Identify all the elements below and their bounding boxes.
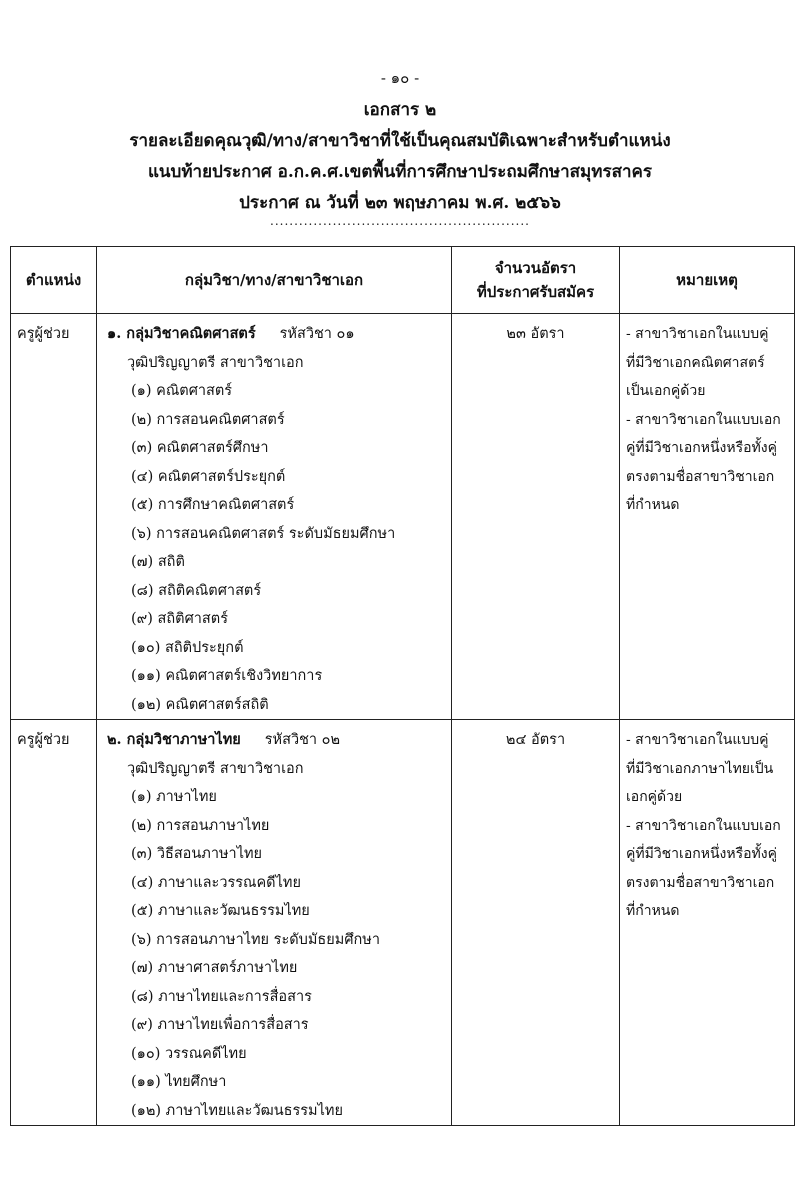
position-text: ครูผู้ช่วย xyxy=(17,732,70,748)
group-title: ๒. กลุ่มวิชาภาษาไทย xyxy=(107,731,241,748)
major-item: (๗) ภาษาศาสตร์ภาษาไทย xyxy=(131,960,298,976)
note-line: ตรงตามชื่อสาขาวิชาเอก xyxy=(626,874,775,891)
note-line: - สาขาวิชาเอกในแบบเอก xyxy=(626,817,781,834)
header-quota-line2: ที่ประกาศรับสมัคร xyxy=(476,283,595,301)
major-item: (๑๒) คณิตศาสตร์สถิติ xyxy=(131,696,269,713)
position-text: ครูผู้ช่วย xyxy=(17,326,70,342)
subject-code: รหัสวิชา ๐๒ xyxy=(264,732,341,748)
major-item: (๘) ภาษาไทยและการสื่อสาร xyxy=(131,988,312,1005)
group-title-line xyxy=(107,320,451,349)
cell-notes xyxy=(620,314,795,720)
quota-text: ๒๓ อัตรา xyxy=(506,326,565,342)
note-line: - สาขาวิชาเอกในแบบเอก xyxy=(626,411,781,428)
table-row xyxy=(11,720,795,1126)
separator-dots: ...................................................... xyxy=(270,214,530,228)
note-line: เอกคู่ด้วย xyxy=(626,789,683,805)
document-title: รายละเอียดคุณวุฒิ/ทาง/สาขาวิชาที่ใช้เป็นคุณสมบัติเฉพาะสำหรับตำแหน่ง xyxy=(129,131,671,151)
major-item: (๗) สถิติ xyxy=(131,554,185,570)
major-item: (๑) ภาษาไทย xyxy=(131,789,217,805)
major-item: (๒) การสอนคณิตศาสตร์ xyxy=(131,411,285,428)
header-position: ตำแหน่ง xyxy=(11,247,97,314)
cell-quota xyxy=(452,314,620,720)
major-item: (๓) วิธีสอนภาษาไทย xyxy=(131,846,263,862)
major-item: (๓) คณิตศาสตร์ศึกษา xyxy=(131,440,269,456)
major-item: (๖) การสอนภาษาไทย ระดับมัธยมศึกษา xyxy=(131,931,381,948)
cell-subject xyxy=(97,314,452,720)
header-subject: กลุ่มวิชา/ทาง/สาขาวิชาเอก xyxy=(97,247,452,314)
note-line: ที่กำหนด xyxy=(626,497,680,513)
document-subtitle: แนบท้ายประกาศ อ.ก.ค.ศ.เขตพื้นที่การศึกษาประถมศึกษาสมุทรสาคร xyxy=(147,162,653,182)
group-title-line xyxy=(107,726,451,755)
degree-line: วุฒิปริญญาตรี สาขาวิชาเอก xyxy=(127,760,304,777)
degree-line: วุฒิปริญญาตรี สาขาวิชาเอก xyxy=(127,354,304,371)
note-line: คู่ที่มีวิชาเอกหนึ่งหรือทั้งคู่ xyxy=(626,846,777,862)
major-item: (๑) คณิตศาสตร์ xyxy=(131,383,233,399)
announce-date: ประกาศ ณ วันที่ ๒๓ พฤษภาคม พ.ศ. ๒๕๖๖ xyxy=(239,193,561,213)
cell-notes xyxy=(620,720,795,1126)
major-item: (๑๒) ภาษาไทยและวัฒนธรรมไทย xyxy=(131,1102,343,1119)
major-item: (๘) สถิติคณิตศาสตร์ xyxy=(131,582,262,599)
page-number: - ๑๐ - xyxy=(380,69,420,87)
header-notes: หมายเหตุ xyxy=(620,247,795,314)
note-line: เป็นเอกคู่ด้วย xyxy=(626,383,706,399)
note-line: คู่ที่มีวิชาเอกหนึ่งหรือทั้งคู่ xyxy=(626,440,777,456)
note-line: - สาขาวิชาเอกในแบบคู่ xyxy=(626,732,769,748)
major-item: (๕) ภาษาและวัฒนธรรมไทย xyxy=(131,903,310,919)
major-item: (๔) ภาษาและวรรณคดีไทย xyxy=(131,874,301,891)
header-quota-line1: จำนวนอัตรา xyxy=(494,259,577,277)
major-item: (๕) การศึกษาคณิตศาสตร์ xyxy=(131,497,295,513)
cell-position xyxy=(11,314,97,720)
subject-code: รหัสวิชา ๐๑ xyxy=(279,326,355,342)
note-line: ที่กำหนด xyxy=(626,903,680,919)
quota-text: ๒๔ อัตรา xyxy=(505,732,566,748)
qualification-table xyxy=(10,246,795,1126)
cell-position xyxy=(11,720,97,1126)
note-line: ที่มีวิชาเอกคณิตศาสตร์ xyxy=(626,354,765,371)
major-item: (๑๑) คณิตศาสตร์เชิงวิทยาการ xyxy=(131,668,323,684)
note-line: ตรงตามชื่อสาขาวิชาเอก xyxy=(626,468,775,485)
note-line: - สาขาวิชาเอกในแบบคู่ xyxy=(626,326,769,342)
group-title: ๑. กลุ่มวิชาคณิตศาสตร์ xyxy=(107,325,256,342)
table-row xyxy=(11,314,795,720)
note-line: ที่มีวิชาเอกภาษาไทยเป็น xyxy=(626,760,774,777)
major-item: (๙) สถิติศาสตร์ xyxy=(131,611,228,627)
table-header-row xyxy=(11,247,795,314)
major-item: (๒) การสอนภาษาไทย xyxy=(131,817,270,834)
cell-quota xyxy=(452,720,620,1126)
major-item: (๔) คณิตศาสตร์ประยุกต์ xyxy=(131,468,286,485)
document-label: เอกสาร ๒ xyxy=(363,100,437,120)
header-quota xyxy=(452,247,620,314)
major-item: (๖) การสอนคณิตศาสตร์ ระดับมัธยมศึกษา xyxy=(131,525,396,542)
cell-subject xyxy=(97,720,452,1126)
major-item: (๑๑) ไทยศึกษา xyxy=(131,1074,227,1090)
major-item: (๑๐) วรรณคดีไทย xyxy=(131,1045,247,1062)
major-item: (๙) ภาษาไทยเพื่อการสื่อสาร xyxy=(131,1017,309,1033)
major-item: (๑๐) สถิติประยุกต์ xyxy=(131,639,244,656)
